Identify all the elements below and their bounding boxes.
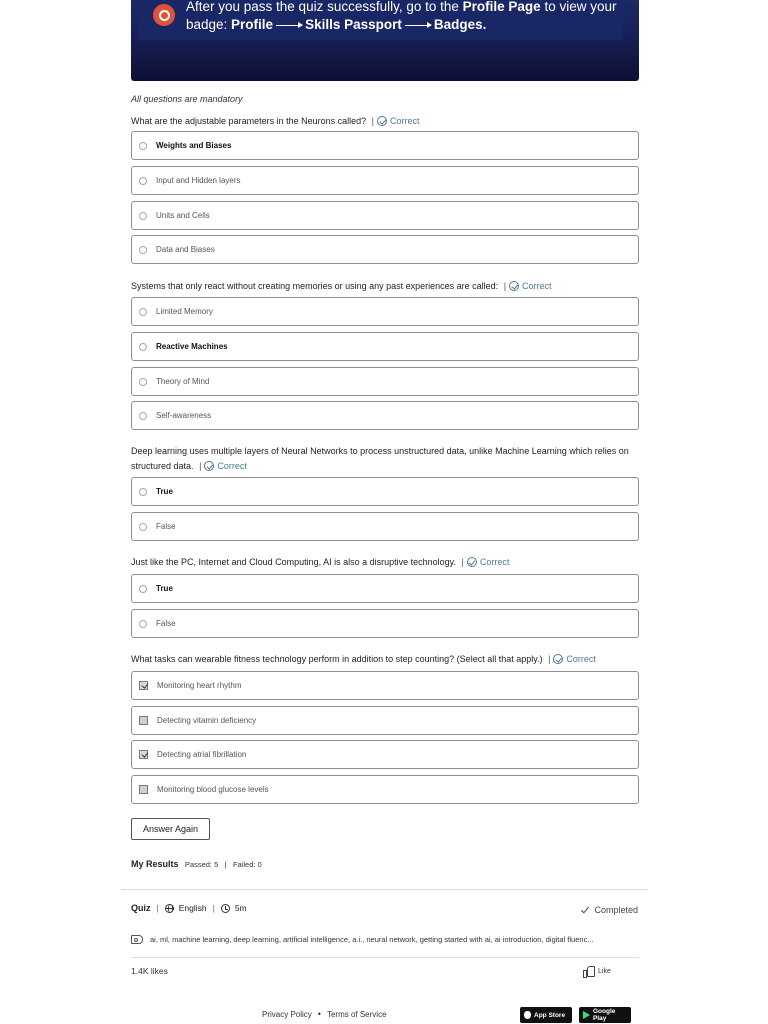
q5-option-1[interactable]: Monitoring heart rhythm: [131, 671, 639, 700]
q5-option-3[interactable]: Detecting atrial fibrillation: [131, 740, 639, 769]
checkbox-checked[interactable]: [139, 681, 148, 690]
checkbox-checked[interactable]: [139, 750, 148, 759]
check-circle-icon: [509, 281, 519, 291]
app-store-badge[interactable]: App Store: [520, 1007, 572, 1023]
badge-icon: [153, 4, 175, 26]
terms-of-service-link[interactable]: Terms of Service: [326, 1009, 387, 1019]
question-1: What are the adjustable parameters in the Neurons called? | Correct: [131, 116, 420, 126]
question-3: Deep learning uses multiple layers of Neural Networks to process unstructured data, unlike Machine Learning which relies on structured data. | Correct: [131, 446, 629, 471]
q5-option-2[interactable]: Detecting vitamin deficiency: [131, 706, 639, 735]
correct-indicator: | Correct: [199, 461, 247, 471]
thumbs-up-icon: [583, 966, 594, 976]
q4-option-1[interactable]: True: [131, 574, 639, 603]
checkbox[interactable]: [139, 785, 148, 794]
radio-button[interactable]: [139, 177, 147, 185]
radio-button[interactable]: [139, 412, 147, 420]
answer-again-button[interactable]: Answer Again: [131, 818, 210, 840]
correct-indicator: | Correct: [461, 557, 510, 567]
divider: [121, 889, 648, 890]
completed-status: Completed: [583, 905, 638, 915]
arrow-right-icon: [405, 25, 431, 26]
banner-text: After you pass the quiz successfully, go to the Profile Page to view your badge: Profile Skills Passport Badges.: [186, 0, 617, 32]
content-meta: Quiz | English | 5m: [131, 903, 247, 913]
privacy-policy-link[interactable]: Privacy Policy: [262, 1009, 312, 1019]
radio-button[interactable]: [139, 378, 147, 386]
banner-inner: [139, 0, 623, 40]
likes-count: 1.4K likes: [131, 966, 168, 976]
arrow-right-icon: [276, 25, 302, 26]
footer-links: Privacy Policy • Terms of Service: [262, 1009, 387, 1019]
radio-button[interactable]: [139, 488, 147, 496]
radio-button[interactable]: [139, 343, 147, 351]
correct-indicator: | Correct: [371, 116, 420, 126]
checkmark-icon: [581, 904, 589, 913]
q2-option-4[interactable]: Self-awareness: [131, 401, 639, 430]
duration-label: 5m: [234, 903, 247, 913]
failed-count: Failed: 0: [232, 860, 262, 869]
tag-icon: [131, 935, 143, 944]
q5-option-4[interactable]: Monitoring blood glucose levels: [131, 775, 639, 804]
radio-button[interactable]: [139, 246, 147, 254]
check-circle-icon: [553, 654, 563, 664]
tags-row: [131, 935, 639, 944]
check-circle-icon: [377, 116, 387, 126]
check-circle-icon: [204, 461, 214, 471]
mandatory-note: All questions are mandatory: [131, 94, 243, 104]
q3-option-1[interactable]: True: [131, 477, 639, 506]
q4-option-2[interactable]: False: [131, 609, 639, 638]
my-results: My Results Passed: 5 | Failed: 0: [131, 859, 262, 869]
q1-option-2[interactable]: Input and Hidden layers: [131, 166, 639, 195]
badge-info-banner: [131, 0, 639, 81]
question-5: What tasks can wearable fitness technology perform in addition to step counting? (Select all that apply.) | Correct: [131, 654, 596, 664]
clock-icon: [221, 904, 230, 913]
radio-button[interactable]: [139, 585, 147, 593]
question-2: Systems that only react without creating memories or using any past experiences are called: | Correct: [131, 281, 552, 291]
radio-button[interactable]: [139, 142, 147, 150]
radio-button[interactable]: [139, 620, 147, 628]
apple-icon: [524, 1011, 531, 1019]
like-button[interactable]: Like: [583, 966, 611, 976]
radio-button[interactable]: [139, 523, 147, 531]
question-4: Just like the PC, Internet and Cloud Computing, AI is also a disruptive technology. | Correct: [131, 557, 510, 567]
q3-option-2[interactable]: False: [131, 512, 639, 541]
tags-list: ai, ml, machine learning, deep learning, artificial intelligence, a.i., neural network, getting started with ai, ai introduction, digital fluenc...: [150, 935, 594, 944]
correct-indicator: | Correct: [548, 654, 596, 664]
checkbox[interactable]: [139, 716, 148, 725]
check-circle-icon: [467, 557, 477, 567]
radio-button[interactable]: [139, 308, 147, 316]
content-type: Quiz: [131, 903, 151, 913]
radio-button[interactable]: [139, 212, 147, 220]
q2-option-1[interactable]: Limited Memory: [131, 297, 639, 326]
globe-icon: [165, 904, 174, 913]
q1-option-1[interactable]: Weights and Biases: [131, 131, 639, 160]
google-play-badge[interactable]: Google Play: [579, 1007, 631, 1023]
language-label: English: [178, 903, 207, 913]
q2-option-3[interactable]: Theory of Mind: [131, 367, 639, 396]
divider: [131, 957, 639, 958]
google-play-icon: [583, 1011, 590, 1019]
q2-option-2[interactable]: Reactive Machines: [131, 332, 639, 361]
q1-option-3[interactable]: Units and Cells: [131, 201, 639, 230]
passed-count: Passed: 5: [184, 860, 219, 869]
correct-indicator: | Correct: [503, 281, 552, 291]
profile-page-link[interactable]: Profile Page: [462, 0, 541, 14]
q1-option-4[interactable]: Data and Biases: [131, 235, 639, 264]
